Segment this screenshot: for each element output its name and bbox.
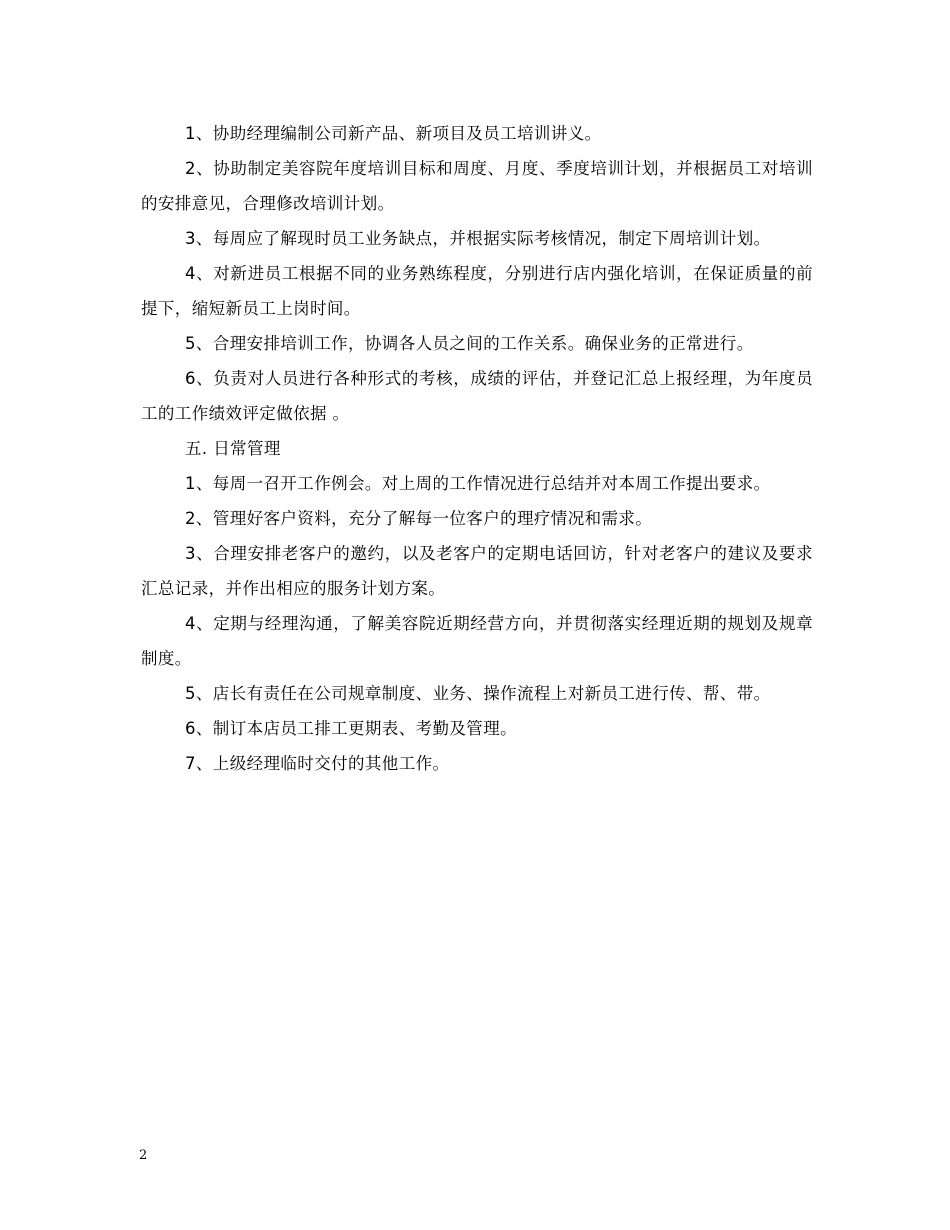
paragraph-daily-6: 6、制订本店员工排工更期表、考勤及管理。	[185, 719, 517, 738]
paragraph-duty-2: 2、协助制定美容院年度培训目标和周度、月度、季度培训计划，并根据员工对培训的安排意见，合理修改培训计划。	[141, 159, 813, 213]
paragraph-duty-5: 5、合理安排培训工作，协调各人员之间的工作关系。确保业务的正常进行。	[185, 334, 754, 353]
document-body	[141, 116, 813, 781]
page-number: 2	[139, 1148, 148, 1163]
paragraph-daily-4: 4、定期与经理沟通，了解美容院近期经营方向，并贯彻落实经理近期的规划及规章制度。	[141, 614, 813, 668]
paragraph-daily-2: 2、管理好客户资料，充分了解每一位客户的理疗情况和需求。	[185, 509, 653, 528]
paragraph-duty-1: 1、协助经理编制公司新产品、新项目及员工培训讲义。	[185, 124, 602, 143]
paragraph-daily-7: 7、上级经理临时交付的其他工作。	[185, 754, 450, 773]
paragraph-duty-3: 3、每周应了解现时员工业务缺点，并根据实际考核情况，制定下周培训计划。	[185, 229, 771, 248]
paragraph-daily-3: 3、合理安排老客户的邀约，以及老客户的定期电话回访，针对老客户的建议及要求汇总记录，并作出相应的服务计划方案。	[141, 544, 813, 598]
paragraph-daily-5: 5、店长有责任在公司规章制度、业务、操作流程上对新员工进行传、帮、带。	[185, 684, 771, 703]
paragraph-daily-1: 1、每周一召开工作例会。对上周的工作情况进行总结并对本周工作提出要求。	[185, 474, 771, 493]
paragraph-duty-4: 4、对新进员工根据不同的业务熟练程度，分别进行店内强化培训，在保证质量的前提下，缩短新员工上岗时间。	[141, 264, 813, 318]
paragraph-duty-6: 6、负责对人员进行各种形式的考核，成绩的评估，并登记汇总上报经理，为年度员工的工作绩效评定做依据 。	[141, 369, 813, 423]
section-heading: 五. 日常管理	[185, 439, 281, 458]
